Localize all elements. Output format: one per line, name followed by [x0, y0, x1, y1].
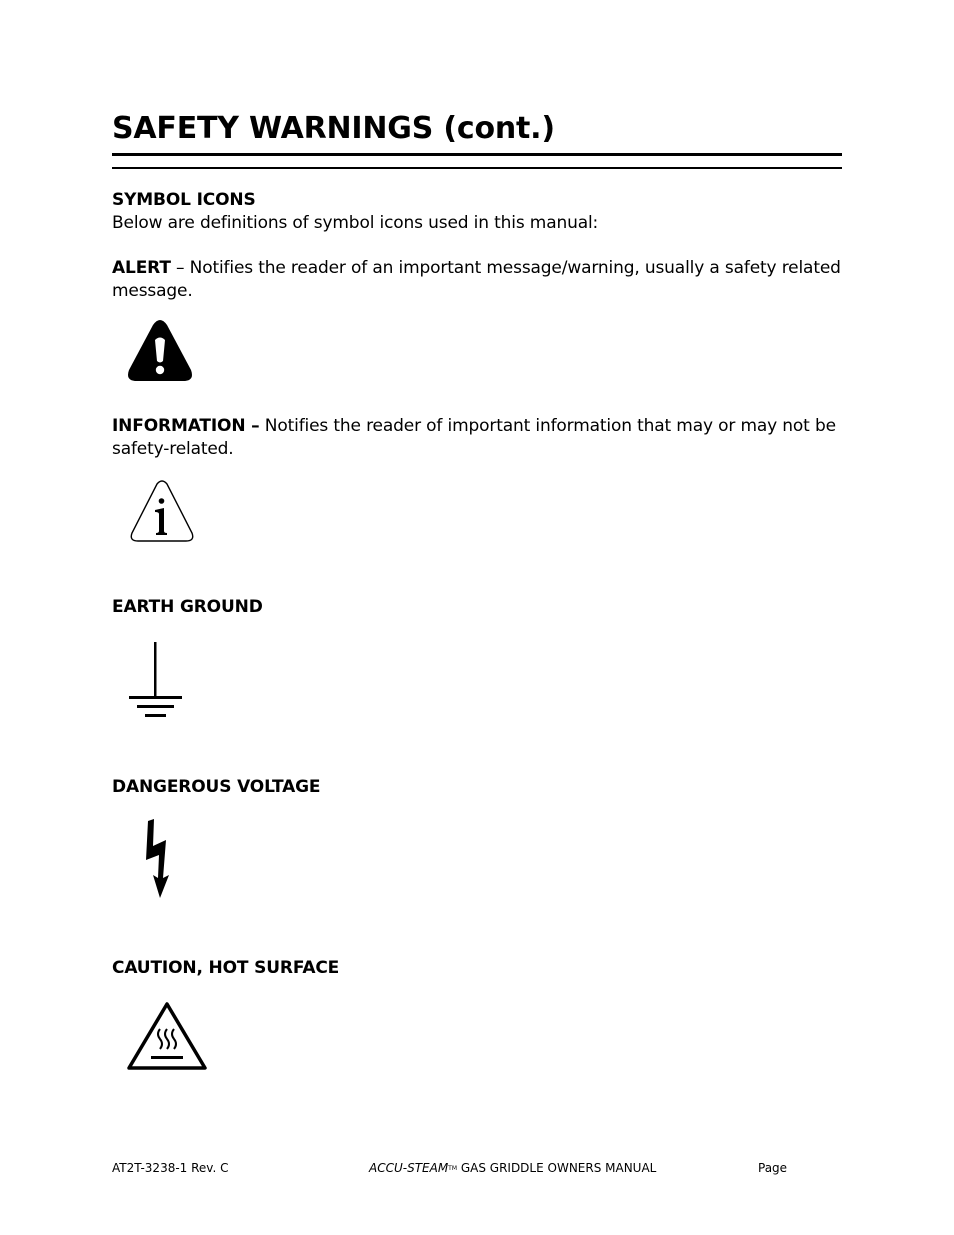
information-definition: [112, 415, 836, 438]
title-rule-thin: [112, 167, 842, 169]
alert-triangle-icon: [126, 318, 194, 384]
footer-page-label: Page: [758, 1161, 788, 1175]
footer-brand: ACCU-STEAM: [369, 1161, 449, 1175]
alert-term: ALERT: [112, 258, 171, 278]
lightning-bolt-icon: [142, 818, 178, 900]
alert-definition-text: – Notifies the reader of an important message/warning, usually a safety related: [170, 258, 841, 278]
symbol-icons-intro: Below are definitions of symbol icons used in this manual:: [112, 213, 599, 233]
hot-surface-icon: [126, 1001, 208, 1071]
symbol-icons-heading: SYMBOL ICONS: [112, 190, 256, 210]
information-definition-cont: safety-related.: [112, 439, 234, 459]
hot-surface-heading: CAUTION, HOT SURFACE: [112, 958, 340, 978]
footer-trademark: TM: [448, 1165, 458, 1172]
footer-manual-title: [369, 1161, 656, 1175]
information-term: INFORMATION –: [112, 416, 260, 436]
dangerous-voltage-heading: DANGEROUS VOLTAGE: [112, 777, 321, 797]
title-rule-thick: [112, 153, 842, 156]
footer-manual-name: GAS GRIDDLE OWNERS MANUAL: [457, 1161, 657, 1175]
alert-definition: [112, 257, 841, 280]
alert-definition-cont: message.: [112, 281, 193, 301]
page-title: SAFETY WARNINGS (cont.): [112, 111, 555, 146]
information-triangle-icon: [128, 479, 196, 545]
information-definition-text: Notifies the reader of important information that may or may not be: [259, 416, 836, 436]
earth-ground-icon: [127, 642, 185, 722]
footer-doc-number: AT2T-3238-1 Rev. C: [112, 1161, 229, 1175]
earth-ground-heading: EARTH GROUND: [112, 597, 263, 617]
